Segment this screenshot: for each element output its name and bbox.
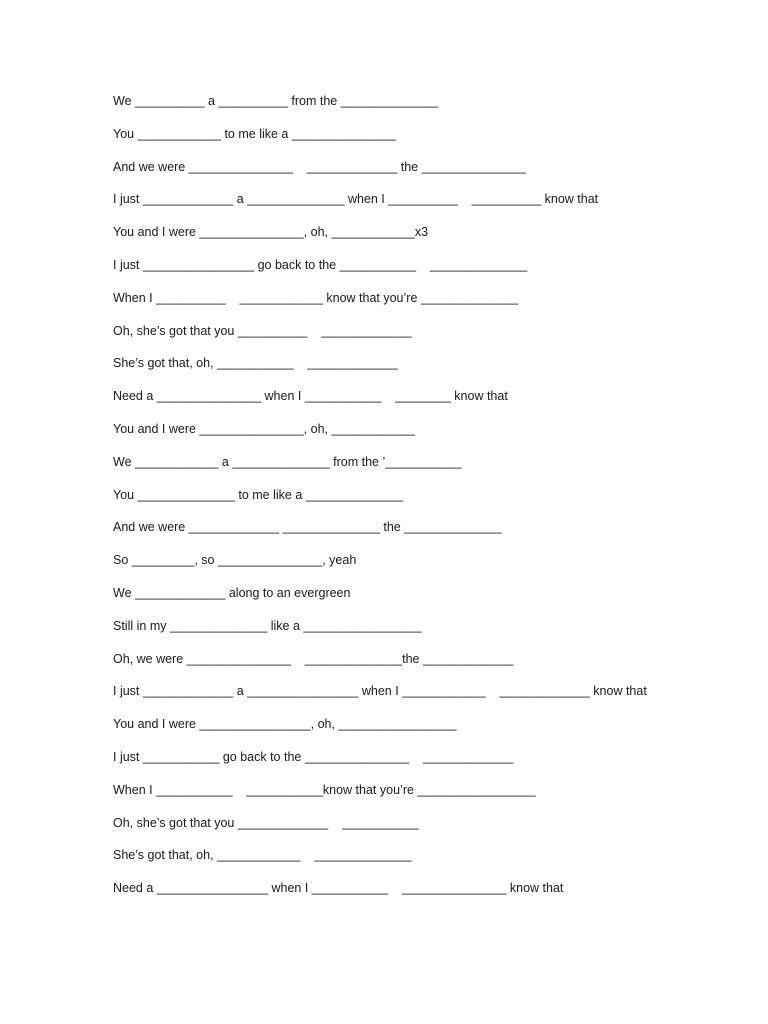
lyric-line-4: I just _____________ a ______________ when I __________ __________ know that — [113, 192, 599, 207]
lyric-line-2: You ____________ to me like a _______________ — [113, 126, 397, 141]
lyric-line-7: When I __________ ____________ know that you’re ______________ — [113, 290, 519, 305]
lyric-line-23: Oh, she’s got that you _____________ ___________ — [113, 815, 419, 830]
lyric-line-3: And we were _______________ _____________ the _______________ — [113, 159, 526, 174]
lyric-line-21: I just ___________ go back to the _______________ _____________ — [113, 749, 514, 764]
lyric-line-17: Still in my ______________ like a _________________ — [113, 618, 422, 633]
lyric-line-25: Need a ________________ when I ___________ _______________ know that — [113, 881, 564, 896]
lyric-line-9: She’s got that, oh, ___________ _____________ — [113, 356, 398, 371]
lyric-line-16: We _____________ along to an evergreen — [113, 585, 351, 600]
lyric-line-11: You and I were _______________, oh, ____________ — [113, 421, 415, 436]
lyric-line-19: I just _____________ a ________________ when I ____________ _____________ know that — [113, 684, 647, 699]
lyric-line-6: I just ________________ go back to the ___________ ______________ — [113, 257, 528, 272]
lyric-line-10: Need a _______________ when I ___________ ________ know that — [113, 389, 508, 404]
lyric-line-12: We ____________ a ______________ from the ’___________ — [113, 454, 462, 469]
lyric-line-8: Oh, she’s got that you __________ _____________ — [113, 323, 412, 338]
lyric-line-1: We __________ a __________ from the ______________ — [113, 94, 439, 108]
lyric-line-13: You ______________ to me like a ______________ — [113, 487, 404, 502]
lyric-line-20: You and I were ________________, oh, _________________ — [113, 717, 457, 732]
lyric-line-14: And we were _____________ ______________ the ______________ — [113, 520, 502, 535]
lyric-line-15: So _________, so _______________, yeah — [113, 553, 357, 568]
lyrics-worksheet — [113, 93, 733, 913]
lyric-line-18: Oh, we were _______________ ______________the _____________ — [113, 651, 514, 666]
lyric-line-24: She’s got that, oh, ____________ ______________ — [113, 848, 412, 863]
lyric-line-22: When I ___________ ___________know that you’re _________________ — [113, 782, 536, 797]
lyric-line-5: You and I were _______________, oh, ____________x3 — [113, 225, 429, 240]
